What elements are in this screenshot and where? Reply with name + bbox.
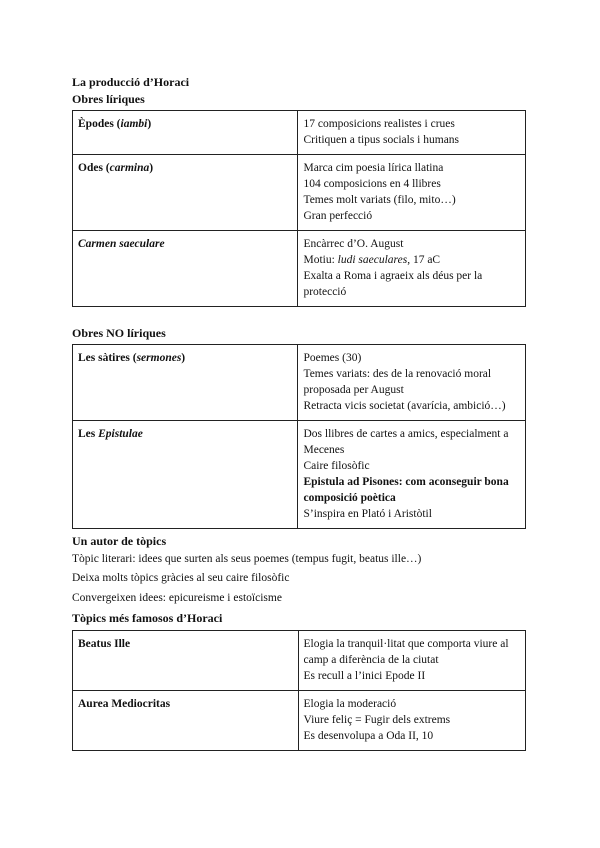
table-row: [73, 155, 526, 231]
section-heading-liriques: Obres líriques: [72, 92, 145, 106]
document-title: La producció d’Horaci: [72, 75, 190, 89]
table-topics: [72, 630, 526, 751]
content-line: Retracta vicis societat (avarícia, ambició…): [303, 400, 506, 412]
content-line: Es desenvolupa a Oda II, 10: [303, 730, 434, 742]
paragraph-line: Deixa molts tòpics gràcies al seu caire filosòfic: [72, 572, 290, 584]
content-line: S’inspira en Plató i Aristòtil: [303, 508, 432, 520]
table-row: [73, 631, 526, 691]
content-line: Es recull a l’inici Epode II: [303, 670, 426, 682]
label-end: ): [149, 162, 154, 174]
content-line: Temes variats: des de la renovació moral proposada per August: [303, 368, 492, 396]
content-text: Motiu:: [303, 254, 338, 266]
content-line: [303, 252, 520, 268]
content-line: Poemes (30): [303, 352, 362, 364]
content-line: Caire filosòfic: [303, 460, 370, 472]
label-italic: Carmen saeculare: [78, 238, 165, 250]
row-content-epistulae: [298, 421, 526, 529]
content-line: Gran perfecció: [303, 210, 373, 222]
row-label-beatus-ille: Beatus Ille: [73, 631, 299, 691]
paragraph-line: Convergeixen idees: epicureisme i estoïcisme: [72, 592, 282, 604]
row-content-aurea-mediocritas: [298, 691, 526, 751]
row-label-odes: [73, 155, 298, 231]
paragraph-line: Tòpic literari: idees que surten als seus poemes (tempus fugit, beatus ille…): [72, 553, 422, 565]
label-text: Èpodes (: [78, 118, 121, 130]
content-italic: ludi saeculares: [337, 254, 408, 266]
row-label-satires: [73, 345, 298, 421]
table-row: [73, 691, 526, 751]
content-line: 104 composicions en 4 llibres: [303, 178, 441, 190]
content-line: Dos llibres de cartes a amics, especialment a Mecenes: [303, 428, 509, 456]
document-page: [72, 74, 530, 751]
row-content-satires: [298, 345, 526, 421]
content-line: 17 composicions realistes i crues: [303, 118, 455, 130]
label-text: Odes (: [78, 162, 110, 174]
section-heading-famous-topics: Tòpics més famosos d’Horaci: [72, 611, 223, 625]
row-label-epodes: [73, 111, 298, 155]
content-line: Viure feliç = Fugir dels extrems: [303, 714, 451, 726]
content-line: Temes molt variats (filo, mito…): [303, 194, 456, 206]
table-row: [73, 345, 526, 421]
label-end: ): [147, 118, 152, 130]
label-italic: sermones: [136, 352, 182, 364]
content-line: Encàrrec d’O. August: [303, 238, 404, 250]
label-italic: iambi: [120, 118, 148, 130]
label-text: Les sàtires (: [78, 352, 137, 364]
row-content-carmen: [298, 231, 526, 307]
section-heading-no-liriques: Obres NO líriques: [72, 326, 166, 340]
table-obres-no-liriques: [72, 344, 526, 529]
content-line: Marca cim poesia lírica llatina: [303, 162, 444, 174]
row-content-epodes: [298, 111, 526, 155]
content-text: , 17 aC: [407, 254, 441, 266]
table-row: [73, 111, 526, 155]
table-obres-liriques: [72, 110, 526, 307]
label-italic: carmina: [109, 162, 150, 174]
content-line: Elogia la moderació: [303, 698, 397, 710]
section-heading-topics: Un autor de tòpics: [72, 534, 167, 548]
content-line: Exalta a Roma i agraeix als déus per la protecció: [303, 270, 483, 298]
row-content-beatus-ille: [298, 631, 526, 691]
table-row: [73, 421, 526, 529]
row-content-odes: [298, 155, 526, 231]
table-row: [73, 231, 526, 307]
content-line: Elogia la tranquil·litat que comporta viure al camp a diferència de la ciutat: [303, 638, 509, 666]
row-label-epistulae: [73, 421, 298, 529]
row-label-carmen: [73, 231, 298, 307]
content-line-bold: Epistula ad Pisones: com aconseguir bona composició poètica: [303, 476, 509, 504]
label-italic: Epistulae: [98, 428, 143, 440]
content-line: Critiquen a tipus socials i humans: [303, 134, 460, 146]
label-text: Les: [78, 428, 99, 440]
label-end: ): [181, 352, 186, 364]
row-label-aurea-mediocritas: Aurea Mediocritas: [73, 691, 299, 751]
